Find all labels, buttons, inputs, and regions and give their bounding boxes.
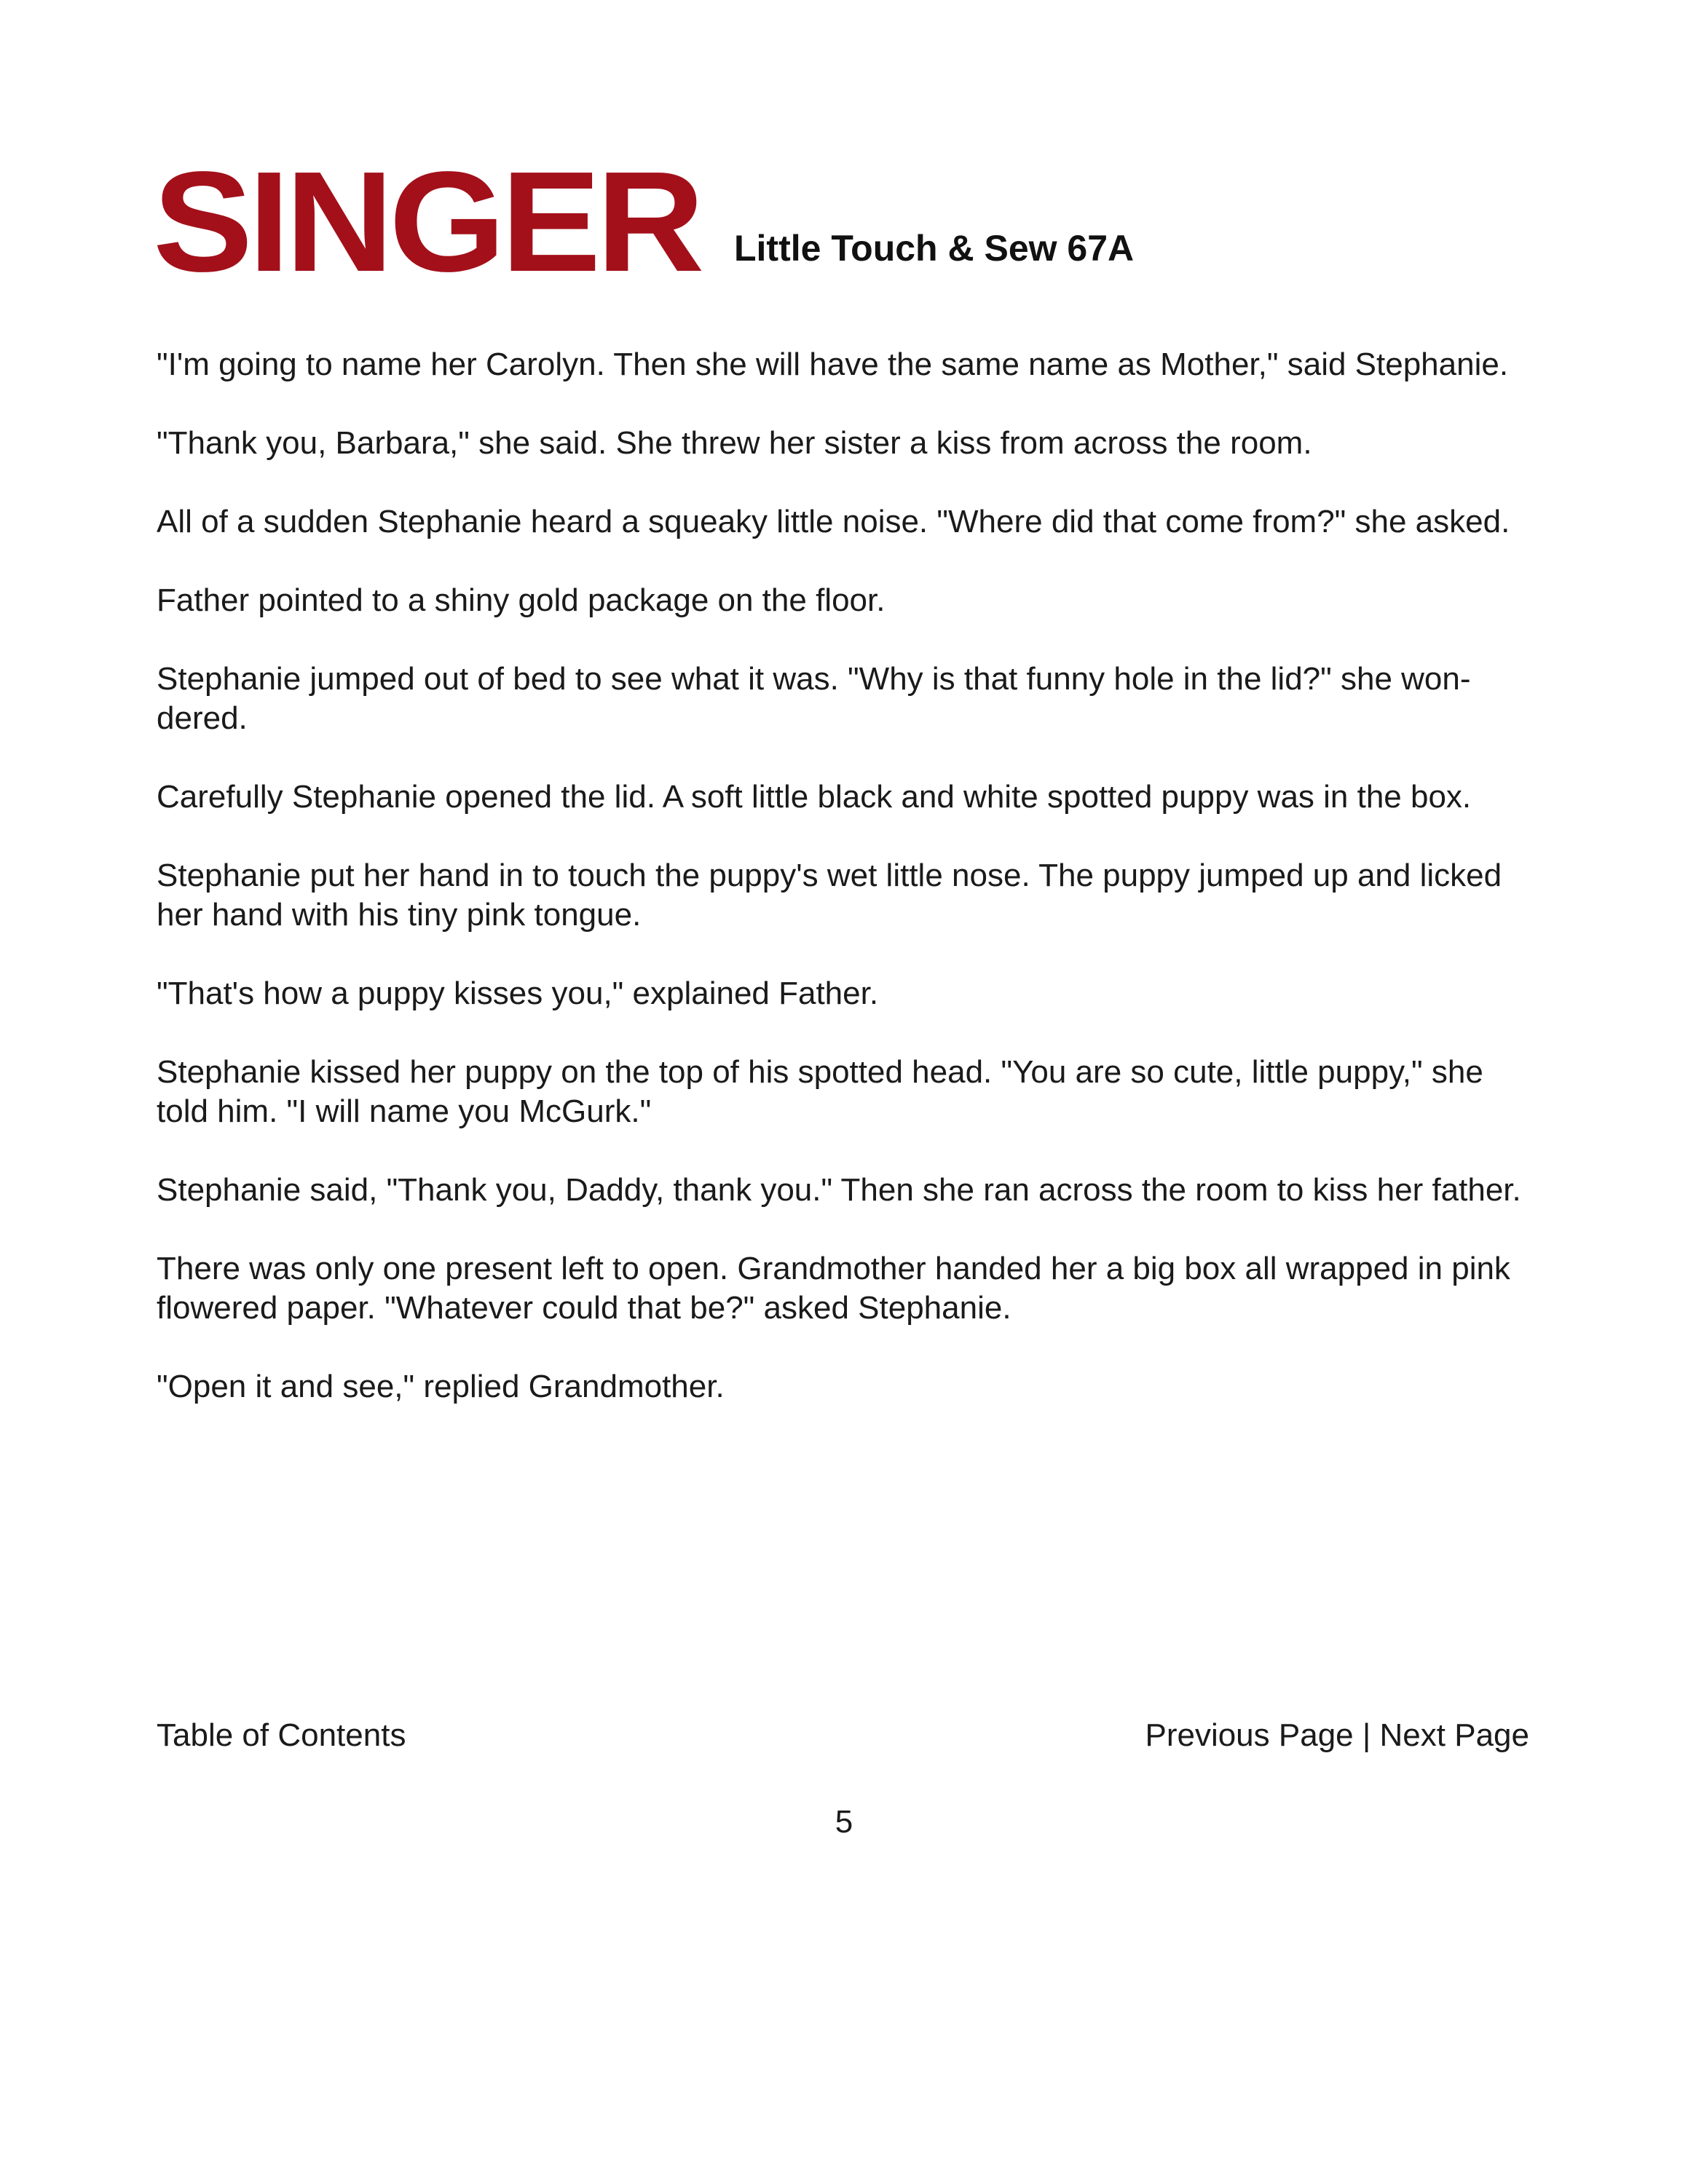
- nav-separator: |: [1353, 1717, 1380, 1753]
- paragraph: There was only one present left to open. Grandmother handed her a big box all wrapped in pink flowered paper. "Whatever could that be?" asked Stephanie.: [157, 1251, 1510, 1326]
- paragraph: Father pointed to a shiny gold package on the floor.: [157, 582, 886, 618]
- paragraph: Stephanie jumped out of bed to see what it was. "Why is that funny hole in the lid?" she won-dered.: [157, 661, 1471, 736]
- singer-logo: SINGER: [153, 142, 701, 301]
- page-number: 5: [835, 1804, 853, 1840]
- page-navigation: [1145, 1716, 1529, 1755]
- previous-page-link[interactable]: Previous Page: [1145, 1717, 1354, 1753]
- paragraph: "Open it and see," replied Grandmother.: [157, 1369, 725, 1404]
- story-body: [157, 345, 1537, 1446]
- paragraph: Stephanie put her hand in to touch the puppy's wet little nose. The puppy jumped up and licked her hand with his tiny pink tongue.: [157, 858, 1502, 933]
- paragraph: "Thank you, Barbara," she said. She threw her sister a kiss from across the room.: [157, 425, 1312, 461]
- paragraph: Stephanie said, "Thank you, Daddy, thank you." Then she ran across the room to kiss her father.: [157, 1172, 1521, 1208]
- table-of-contents-link[interactable]: Table of Contents: [157, 1717, 406, 1753]
- paragraph: "That's how a puppy kisses you," explained Father.: [157, 976, 879, 1011]
- paragraph: "I'm going to name her Carolyn. Then she will have the same name as Mother," said Stephanie.: [157, 347, 1509, 382]
- paragraph: Carefully Stephanie opened the lid. A soft little black and white spotted puppy was in the box.: [157, 779, 1472, 815]
- document-title: Little Touch & Sew 67A: [734, 228, 1135, 269]
- footer-navigation: [157, 1716, 1529, 1760]
- page-header: [153, 142, 1537, 301]
- next-page-link[interactable]: Next Page: [1379, 1717, 1529, 1753]
- paragraph: All of a sudden Stephanie heard a squeaky little noise. "Where did that come from?" she asked.: [157, 504, 1510, 539]
- paragraph: Stephanie kissed her puppy on the top of his spotted head. "You are so cute, little puppy," she told him. "I will name you McGurk.": [157, 1054, 1483, 1129]
